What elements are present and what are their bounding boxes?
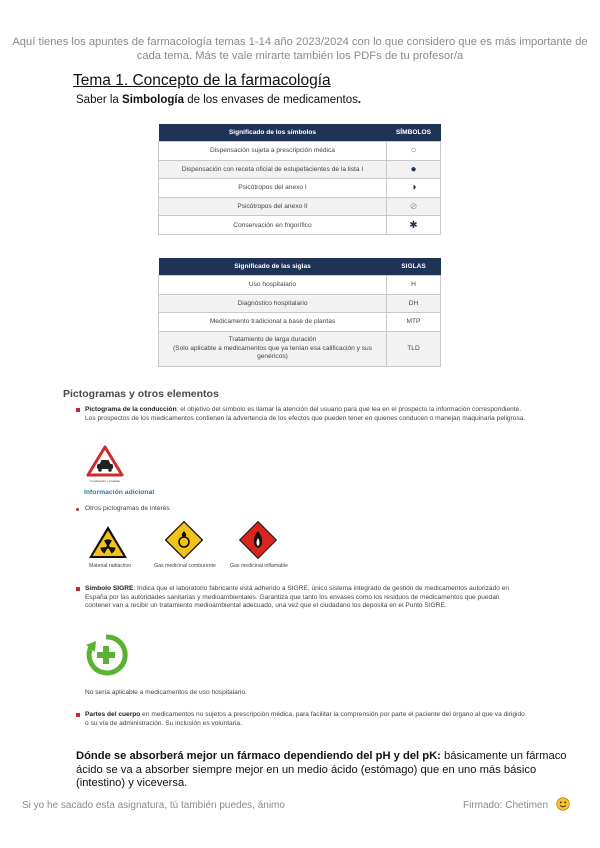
other-pictograms-bullet (77, 505, 527, 514)
snowflake-icon: ✱ (387, 216, 441, 235)
symbols-table (158, 124, 441, 235)
table-cell: Dispensación sujeta a prescripción médica (159, 142, 387, 161)
half-circle-icon: ◑ (387, 179, 441, 198)
table-cell: TLD (387, 331, 441, 366)
subtitle-prefix: Saber la (76, 94, 123, 106)
footer-left: Si yo he sacado esta asignatura, tú también puedes, ánimo (22, 800, 285, 811)
sigre-note: No sería aplicable a medicamentos de uso hospitalario. (85, 689, 248, 696)
subtitle-end: . (357, 94, 362, 106)
smiley-icon (556, 797, 570, 811)
sigre-icon (84, 633, 128, 677)
subtitle (76, 94, 361, 106)
absorption-bold: Dónde se absorberá mejor un fármaco dependiendo del pH y del pK: (76, 750, 441, 762)
body-parts-bullet (77, 711, 527, 728)
table-cell (159, 331, 387, 366)
pictograms-heading: Pictogramas y otros elementos (63, 388, 219, 400)
footer-signature: Firmado: Chetimen (463, 800, 549, 811)
table-row (159, 294, 441, 313)
slashed-circle-icon: ⊘ (387, 197, 441, 216)
table-cell: Uso hospitalario (159, 276, 387, 295)
acronyms-table-header-code: SIGLAS (387, 258, 441, 276)
absorption-text: básicamente un fármaco ácido se va a absorber siempre mejor en un medio ácido (estómago) que en uno más básico (intestino) y viceversa. (76, 750, 567, 789)
other-pictograms-label: Otros pictogramas de interés (85, 505, 170, 512)
bullet-marker (76, 508, 79, 511)
table-cell-line2: (Solo aplicable a medicamentos que ya tenían esa calificación y sus genéricos) (172, 344, 373, 361)
pictogram-caption-flammable: Gas medicinal inflamable (230, 563, 288, 569)
body-parts-bold: Partes del cuerpo (85, 711, 141, 718)
intro-note: Aquí tienes los apuntes de farmacología temas 1-14 año 2023/2024 con lo que considero que es más importante de cada tema. Más te vale mirarte también los PDFs de tu profesor/a (12, 36, 588, 62)
table-row (159, 313, 441, 332)
pictogram-caption-radioactive: Material radiactivo (88, 563, 132, 569)
table-cell: Medicamento tradicional a base de plantas (159, 313, 387, 332)
flammable-gas-icon (238, 520, 278, 560)
driving-bullet (77, 406, 527, 423)
symbols-table-header-symbol: SÍMBOLOS (387, 124, 441, 142)
table-row (159, 331, 441, 366)
table-cell: Psicótropos del anexo II (159, 197, 387, 216)
table-cell: Psicótropos del anexo I (159, 179, 387, 198)
absorption-paragraph (76, 750, 588, 791)
radioactive-icon (88, 525, 128, 559)
driving-text: : el objetivo del símbolo es llamar la atención del usuario para que lea en el prospecto la información correspondiente. Los prospectos de los medicamentos contienen la advertencia de los efectos que pueden tener en quienes conducen o manejan maquinaria peligrosa. (85, 406, 526, 422)
table-row (159, 160, 441, 179)
filled-circle-icon: ● (387, 160, 441, 179)
subtitle-bold: Simbología (122, 94, 185, 106)
body-parts-text: en medicamentos no sujetos a prescripción médica, para facilitar la comprensión por parte el paciente del órgano al que va dirigido o su vía de administración. Su inclusión es voluntaria. (85, 711, 525, 727)
subtitle-suffix: de los envases de medicamentos (184, 94, 358, 106)
table-row (159, 216, 441, 235)
bullet-marker (76, 408, 80, 412)
driving-car-icon (86, 445, 124, 479)
table-cell: H (387, 276, 441, 295)
page-title: Tema 1. Concepto de la farmacología (73, 72, 331, 89)
table-row (159, 276, 441, 295)
table-row (159, 197, 441, 216)
bullet-marker (76, 713, 80, 717)
bullet-marker (76, 587, 80, 591)
additional-info-link[interactable]: Información adicional (84, 489, 155, 496)
symbols-table-header-meaning: Significado de los símbolos (159, 124, 387, 142)
table-cell: Diagnóstico hospitalario (159, 294, 387, 313)
sigre-text: : Indica que el laboratorio fabricante está adherido a SIGRE, único sistema integrado de gestión de medicamentos autorizado en España por las autoridades sanitarias y medioambientales. Garantiza que tanto los envases como los residuos de medicamentos que puedan contener van a recibir un tratamiento medioambiental adecuado, una vez que el ciudadano los deposita en el Punto SIGRE. (85, 585, 510, 610)
driving-bold: Pictograma de la conducción (85, 406, 177, 413)
sigre-bold: Símbolo SIGRE (85, 585, 134, 592)
oxidizing-gas-icon (164, 520, 204, 560)
table-cell: DH (387, 294, 441, 313)
sigre-bullet (77, 585, 527, 611)
table-cell: Conservación en frigorífico (159, 216, 387, 235)
driving-icon-caption: Conducción y pruebas (90, 479, 120, 483)
acronyms-table-header-meaning: Significado de las siglas (159, 258, 387, 276)
table-row (159, 179, 441, 198)
table-cell: Dispensación con receta oficial de estupefacientes de la lista I (159, 160, 387, 179)
table-cell-line1: Tratamiento de larga duración (228, 336, 317, 344)
table-row (159, 142, 441, 161)
acronyms-table (158, 258, 441, 367)
table-cell: MTP (387, 313, 441, 332)
pictogram-caption-oxidizing: Gas medicinal comburente (154, 563, 216, 569)
open-circle-icon: ○ (387, 142, 441, 161)
